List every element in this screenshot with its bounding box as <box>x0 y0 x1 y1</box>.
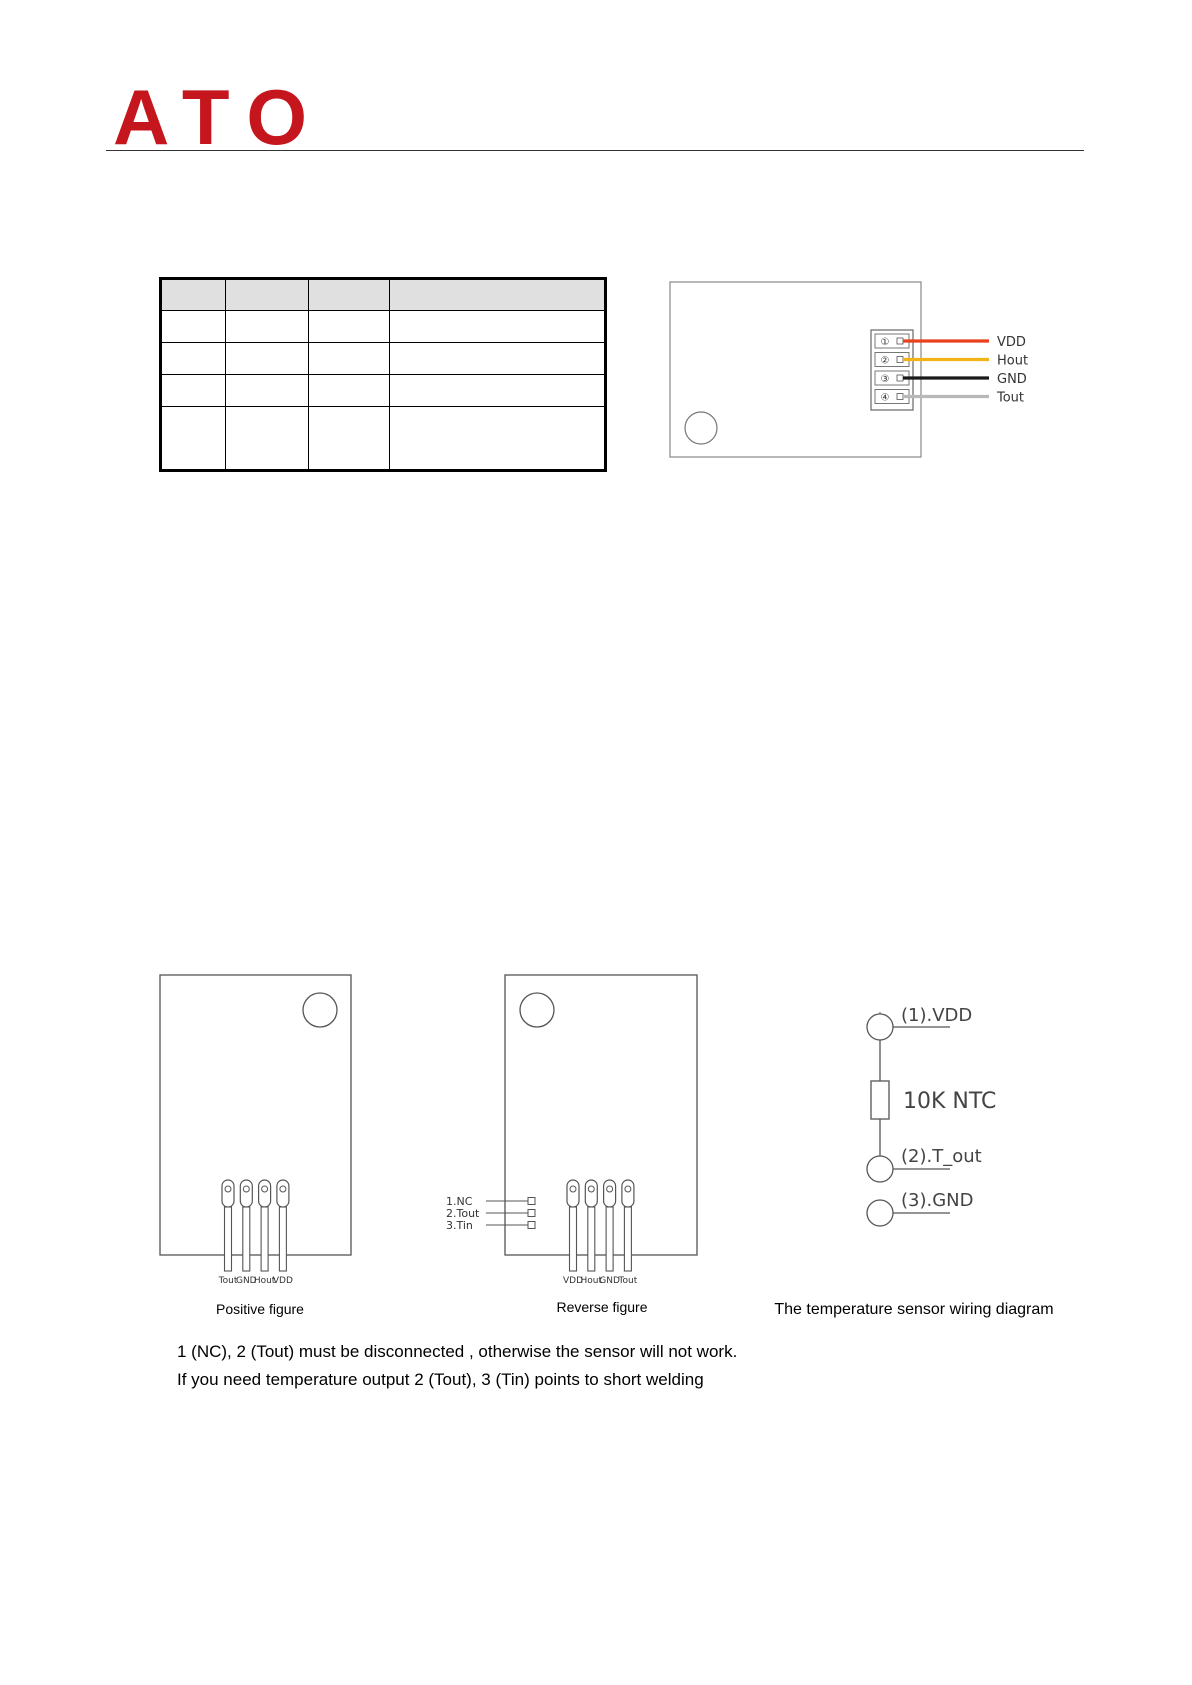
pin-leg <box>581 1180 603 1286</box>
pin-head-icon <box>604 1180 616 1207</box>
pin-label: Tout <box>618 1276 638 1286</box>
pin-pad-icon <box>897 357 903 363</box>
pin-lead <box>261 1207 268 1271</box>
pin-lead <box>279 1207 286 1271</box>
mounting-hole-icon <box>303 993 337 1027</box>
pad-label: 1.NC <box>446 1195 473 1208</box>
wiring-diagram <box>774 1005 1053 1318</box>
terminal-label: (3).GND <box>901 1190 974 1211</box>
reverse-figure <box>446 975 697 1315</box>
pad-label: 3.Tin <box>446 1219 473 1232</box>
terminal-label: (2).T_out <box>901 1146 982 1167</box>
pin-leg <box>273 1180 293 1286</box>
resistor-label: 10K NTC <box>903 1089 997 1114</box>
wiring-diagram-caption: The temperature sensor wiring diagram <box>774 1301 1054 1318</box>
pin-lead <box>624 1207 631 1271</box>
pin-number: ④ <box>880 392 890 404</box>
pin-number: ① <box>880 337 890 348</box>
positive-figure-caption: Positive figure <box>216 1301 304 1317</box>
connector-pin-row <box>875 353 1028 369</box>
terminal-vdd-icon <box>867 1014 893 1040</box>
pin-label: Hout <box>997 353 1029 369</box>
pin-label: GND <box>997 372 1027 387</box>
terminal-label: (1).VDD <box>901 1005 973 1026</box>
mounting-hole-icon <box>520 993 554 1027</box>
pin-head-icon <box>585 1180 597 1207</box>
pin-head-icon <box>259 1180 271 1207</box>
pin-head-icon <box>240 1180 252 1207</box>
pin-lead <box>243 1207 250 1271</box>
pin-lead <box>225 1207 232 1271</box>
pin-leg <box>218 1180 238 1286</box>
pad-icon <box>528 1210 535 1217</box>
pin-number: ② <box>880 355 890 367</box>
pin-pad-icon <box>897 338 903 344</box>
pin-label: Hout <box>253 1276 276 1286</box>
pin-head-icon <box>222 1180 234 1207</box>
pin-label: GND <box>235 1276 257 1286</box>
pin-leg <box>618 1180 638 1286</box>
connector-pin-row <box>875 371 1027 387</box>
pin-number: ③ <box>880 374 890 385</box>
connector-figure <box>670 282 1028 457</box>
reverse-figure-caption: Reverse figure <box>556 1299 648 1315</box>
note-line: If you need temperature output 2 (Tout), 3 (Tin) points to short welding <box>177 1370 704 1389</box>
positive-figure <box>160 975 351 1317</box>
pin-lead <box>588 1207 595 1271</box>
pin-label: VDD <box>562 1276 584 1286</box>
connector-pin-row <box>875 390 1024 406</box>
pin-label: Hout <box>580 1276 603 1286</box>
terminal-tout-icon <box>867 1156 893 1182</box>
board-outline <box>160 975 351 1255</box>
pin-leg <box>599 1180 620 1286</box>
connector-pin-row <box>875 334 1026 350</box>
pin-head-icon <box>567 1180 579 1207</box>
pin-label: VDD <box>272 1276 293 1286</box>
pad-icon <box>528 1222 535 1229</box>
pin-head-icon <box>277 1180 289 1207</box>
pin-label: Tout <box>997 390 1025 406</box>
logo-text: ATO <box>113 82 307 150</box>
mounting-hole-icon <box>685 412 717 444</box>
pin-lead <box>570 1207 577 1271</box>
pin-head-icon <box>622 1180 634 1207</box>
pad-row <box>446 1219 535 1232</box>
pin-label: Tout <box>218 1276 238 1286</box>
pin-leg <box>236 1180 257 1286</box>
pin-pad-icon <box>897 394 903 400</box>
pin-leg <box>254 1180 276 1286</box>
pin-label: GND <box>599 1276 620 1286</box>
terminal-gnd-icon <box>867 1200 893 1226</box>
pin-leg <box>563 1180 583 1286</box>
note-line: 1 (NC), 2 (Tout) must be disconnected , otherwise the sensor will not work. <box>177 1342 738 1361</box>
pad-label: 2.Tout <box>446 1207 480 1220</box>
pad-icon <box>528 1198 535 1205</box>
pin-pad-icon <box>897 375 903 381</box>
pin-lead <box>606 1207 613 1271</box>
ntc-resistor-icon <box>871 1081 889 1119</box>
pin-label: VDD <box>997 335 1026 350</box>
